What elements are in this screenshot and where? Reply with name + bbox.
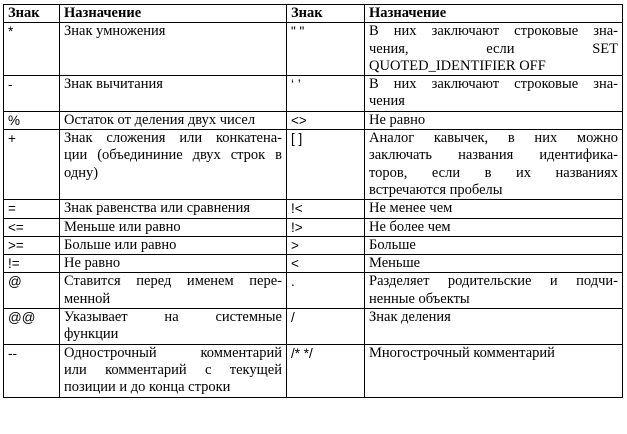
table-row (4, 273, 623, 309)
operator-symbol: <= (4, 218, 60, 236)
operator-symbol: / (287, 309, 365, 345)
operator-description (365, 111, 623, 129)
operator-symbol: > (287, 236, 365, 254)
description-line: чения (369, 93, 405, 110)
description-line: или комментарий с текущей (64, 361, 282, 378)
operator-symbol: <> (287, 111, 365, 129)
operator-description (365, 218, 623, 236)
operator-symbol: ‘ ’ (287, 76, 365, 112)
operator-symbol: + (4, 130, 60, 200)
operator-description (60, 76, 287, 112)
operator-symbol: . (287, 273, 365, 309)
description-line: Знак вычитания (64, 76, 163, 93)
operator-description (365, 130, 623, 200)
operator-description (60, 200, 287, 218)
description-line: чения, если SET (369, 40, 618, 57)
operator-symbol: != (4, 255, 60, 273)
description-line: Ставится перед именем пере- (64, 273, 282, 290)
description-line: Знак деления (369, 309, 451, 326)
operator-symbol: - (4, 76, 60, 112)
table-row (4, 218, 623, 236)
header-symbol-2: Знак (287, 5, 365, 23)
description-line: В них заключают строковые зна- (369, 76, 618, 93)
description-line: одну) (64, 164, 99, 181)
description-line: Остаток от деления двух чисел (64, 111, 256, 128)
operator-symbol: @@ (4, 309, 60, 345)
operator-symbol: !< (287, 200, 365, 218)
table-body (4, 23, 623, 397)
table-row (4, 309, 623, 345)
description-line: Знак равенства или сравнения (64, 200, 250, 217)
header-symbol-1: Знак (4, 5, 60, 23)
header-purpose-2: Назначение (365, 5, 623, 23)
description-line: Однострочный комментарий (64, 344, 282, 361)
table-row (4, 200, 623, 218)
table-row (4, 130, 623, 200)
description-line: Разделяет родительские и подчи- (369, 273, 618, 290)
description-line: Указывает на системные (64, 309, 282, 326)
description-line: Не менее чем (369, 200, 453, 217)
operator-symbol: % (4, 111, 60, 129)
description-line: Знак умножения (64, 23, 166, 40)
operator-description (60, 218, 287, 236)
description-line: Больше (369, 236, 416, 253)
description-line: QUOTED_IDENTIFIER OFF (369, 57, 546, 74)
operator-symbol: /* */ (287, 344, 365, 397)
description-line: Больше или равно (64, 236, 177, 253)
operator-description (365, 273, 623, 309)
description-line: Меньше (369, 255, 421, 272)
operator-description (60, 111, 287, 129)
description-line: Знак сложения или конкатена- (64, 130, 282, 147)
table-row (4, 76, 623, 112)
operator-description (60, 255, 287, 273)
description-line: Многострочный комментарий (369, 344, 555, 361)
table-row (4, 23, 623, 76)
operator-symbol: * (4, 23, 60, 76)
operators-table (3, 4, 623, 398)
description-line: ции (объедининие двух строк в (64, 147, 282, 164)
table-row (4, 236, 623, 254)
operator-symbol: [ ] (287, 130, 365, 200)
table-row (4, 111, 623, 129)
operator-description (365, 309, 623, 345)
operator-symbol: < (287, 255, 365, 273)
description-line: функции (64, 326, 119, 343)
operator-description (60, 23, 287, 76)
operator-description (60, 130, 287, 200)
operator-symbol: !> (287, 218, 365, 236)
description-line: В них заключают строковые зна- (369, 23, 618, 40)
description-line: заключать названия идентифика- (369, 147, 618, 164)
operator-symbol: @ (4, 273, 60, 309)
description-line: менной (64, 290, 111, 307)
operator-description (365, 344, 623, 397)
operator-description (365, 23, 623, 76)
operator-symbol: " " (287, 23, 365, 76)
table-row (4, 255, 623, 273)
operator-symbol: >= (4, 236, 60, 254)
operator-description (365, 255, 623, 273)
operator-description (365, 200, 623, 218)
description-line: Аналог кавычек, в них можно (369, 130, 618, 147)
description-line: встречаются пробелы (369, 181, 503, 198)
table-row (4, 344, 623, 397)
description-line: ненные объекты (369, 290, 470, 307)
operator-symbol: = (4, 200, 60, 218)
header-row (4, 5, 623, 23)
description-line: Не более чем (369, 218, 451, 235)
description-line: торов, если в их названиях (369, 164, 618, 181)
operator-description (60, 236, 287, 254)
description-line: Меньше или равно (64, 218, 181, 235)
description-line: Не равно (369, 111, 426, 128)
operator-symbol: -- (4, 344, 60, 397)
table-header (4, 5, 623, 23)
operator-description (60, 273, 287, 309)
header-purpose-1: Назначение (60, 5, 287, 23)
operator-description (60, 309, 287, 345)
description-line: Не равно (64, 255, 121, 272)
operator-description (365, 76, 623, 112)
operator-description (60, 344, 287, 397)
description-line: позиции и до конца строки (64, 379, 231, 396)
operator-description (365, 236, 623, 254)
